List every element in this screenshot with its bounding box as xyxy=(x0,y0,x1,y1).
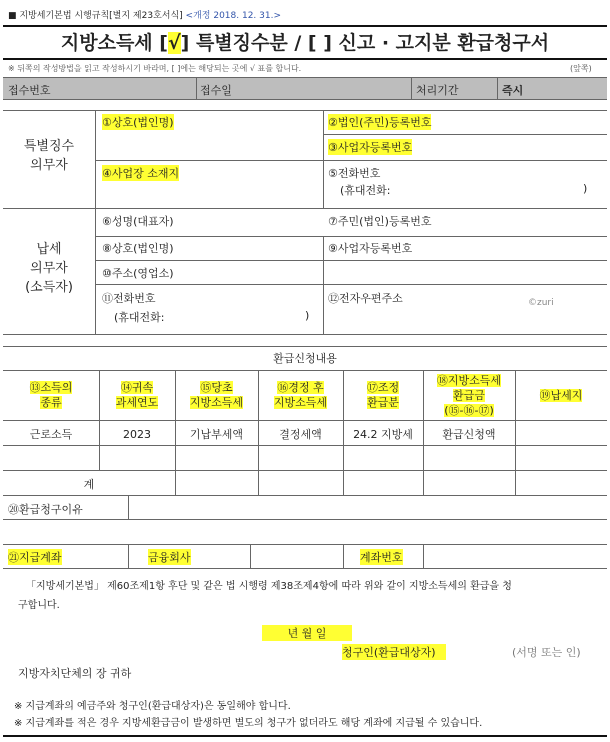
guide-text: ※ 뒤쪽의 작성방법을 읽고 작성하시기 바라며, [ ]에는 해당되는 곳에 √ 표를 합니다. xyxy=(8,64,302,73)
agent-corp-no-label: ②법인(주민)등록번호 xyxy=(328,116,432,129)
law-note: ■ 지방세기본법 시행규칙[별지 제23호서식] <개정 2018. 12. 31.> xyxy=(8,11,281,21)
agent-name-label: ①상호(법인명) xyxy=(102,116,174,129)
payer-rep-label: ⑥성명(대표자) xyxy=(102,215,174,228)
refund-header-corrected-tax: ⑯경정 후 지방소득세 xyxy=(273,381,328,409)
refund-header-original-tax: ⑮당초 지방소득세 xyxy=(189,381,244,409)
agent-section-label: 특별징수 의무자 xyxy=(23,139,75,173)
page-side: (앞쪽) xyxy=(570,64,592,73)
payer-mobile-close: ) xyxy=(305,309,310,322)
refund-reason-label: ⑳환급청구이유 xyxy=(8,503,83,516)
payer-address-label: ⑩주소(영업소) xyxy=(102,267,174,280)
payer-section-label: 납세 의무자 (소득자) xyxy=(25,242,73,295)
payer-phone-label: ⑪전화번호 xyxy=(102,292,156,305)
statement-date: 년 월 일 xyxy=(262,625,352,641)
refund-total-label: 계 xyxy=(83,478,95,491)
agent-mobile-close: ) xyxy=(583,182,588,195)
title-checkmark: √ xyxy=(167,32,181,54)
refund-header-tax-year: ⑭귀속 과세연도 xyxy=(115,381,159,409)
agent-biz-no-label: ③사업자등록번호 xyxy=(328,141,413,154)
account-number-label: 계좌번호 xyxy=(360,551,403,564)
recipient: 지방자치단체의 장 귀하 xyxy=(18,667,132,680)
payer-name-label: ⑧상호(법인명) xyxy=(102,242,174,255)
payer-email-label: ⑫전자우편주소 xyxy=(328,292,403,305)
refund-cell-refund-amount: 환급신청액 xyxy=(442,428,496,441)
account-bank-label: 금융회사 xyxy=(148,551,191,564)
receipt-date-label: 접수일 xyxy=(200,84,232,97)
receipt-number-label: 접수번호 xyxy=(8,84,51,97)
agent-mobile-label: (휴대전화: xyxy=(340,184,391,197)
payer-biz-no-label: ⑨사업자등록번호 xyxy=(328,242,413,255)
refund-header-adjusted: ⑰조정 환급분 xyxy=(366,381,400,409)
note-1: ※ 지급계좌의 예금주와 청구인(환급대상자)은 동일해야 합니다. xyxy=(14,701,291,712)
refund-cell-adjusted: 24.2 지방세 xyxy=(353,428,413,441)
refund-section-title: 환급신청내용 xyxy=(273,352,337,365)
refund-cell-original-tax: 기납부세액 xyxy=(189,428,244,441)
agent-phone-label: ⑤전화번호 xyxy=(328,167,381,180)
processing-period-label: 처리기간 xyxy=(416,84,459,97)
refund-cell-tax-year: 2023 xyxy=(123,428,151,441)
statement-line2: 구합니다. xyxy=(18,600,60,611)
refund-cell-corrected-tax: 결정세액 xyxy=(279,428,322,441)
refund-header-income-type: ⑬소득의 종류 xyxy=(29,381,73,409)
statement-line1: 「지방세기본법」 제60조제1항 후단 및 같은 법 시행령 제38조제4항에 따라 위와 같이 지방소득세의 환급을 청 xyxy=(26,581,512,592)
agent-address-label: ④사업장 소재지 xyxy=(102,167,180,180)
revision-note: <개정 2018. 12. 31.> xyxy=(185,11,281,21)
processing-period-value: 즉시 xyxy=(502,84,524,97)
page-title: 지방소득세 [√] 특별징수분 / [ ] 신고 · 고지분 환급청구서 xyxy=(60,32,550,54)
refund-header-refund-amount: ⑱지방소득세 환급금 (⑮-⑯-⑰) xyxy=(436,374,502,417)
account-label: ㉑지급계좌 xyxy=(8,551,62,564)
watermark: ©zuri xyxy=(528,298,554,308)
refund-cell-income-type: 근로소득 xyxy=(29,428,73,441)
payer-mobile-label: (휴대전화: xyxy=(114,311,165,324)
note-2: ※ 지급계좌를 적은 경우 지방세환급금이 발생하면 별도의 청구가 없더라도 해당 계좌에 지급될 수 있습니다. xyxy=(14,718,483,729)
claimant-label: 청구인(환급대상자) xyxy=(342,644,446,660)
signature-hint: (서명 또는 인) xyxy=(512,646,581,659)
payer-id-label: ⑦주민(법인)등록번호 xyxy=(328,215,432,228)
refund-header-tax-place: ⑲납세지 xyxy=(539,389,583,402)
